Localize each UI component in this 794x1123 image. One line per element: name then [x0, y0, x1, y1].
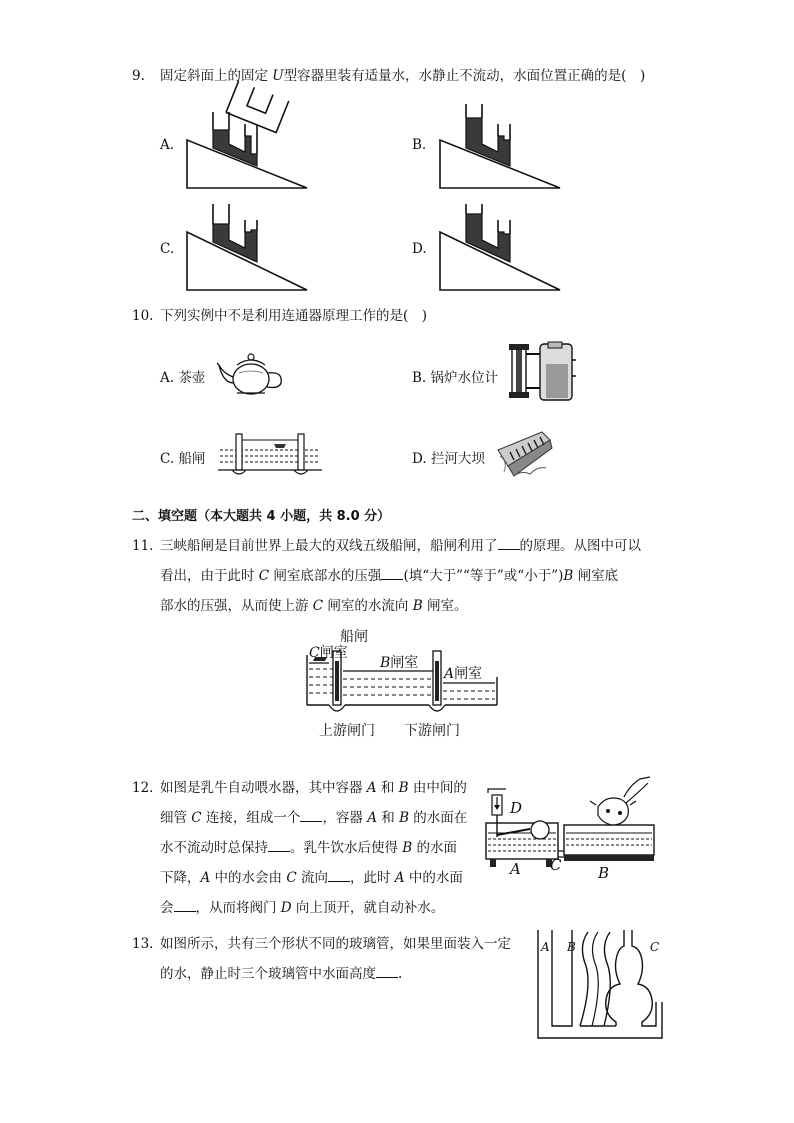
answer-blank[interactable]: [376, 965, 398, 978]
q9-figure-b[interactable]: [438, 100, 564, 192]
question-13-line2: 的水，静止时三个玻璃管中水面高度 .: [160, 966, 403, 982]
figure-label-c-room: C闸室: [309, 645, 348, 661]
figure-label-a-room: A闸室: [444, 666, 483, 682]
answer-blank[interactable]: [300, 809, 322, 822]
figure-label-c: C: [550, 856, 562, 874]
question-number: 11.: [132, 538, 154, 554]
question-12-line1: 12. 如图是乳牛自动喂水器，其中容器 A 和 B 由中间的: [132, 780, 467, 796]
question-10-stem: 10. 下列实例中不是利用连通器原理工作的是( ): [132, 308, 428, 324]
dam-icon: [494, 426, 554, 482]
answer-blank[interactable]: [498, 537, 520, 550]
figure-label-tube-c: C: [650, 940, 660, 954]
figure-label-tube-a: A: [541, 940, 550, 954]
answer-blank[interactable]: [268, 839, 290, 852]
question-number: 12.: [132, 780, 154, 796]
question-number: 10.: [132, 308, 154, 324]
question-13-line1: 13. 如图所示，共有三个形状不同的玻璃管，如果里面装入一定: [132, 936, 511, 952]
figure-label-tube-b: B: [567, 940, 576, 954]
q9-option-a-label[interactable]: A.: [160, 137, 175, 153]
answer-blank[interactable]: [381, 567, 403, 580]
answer-blank[interactable]: [174, 899, 196, 912]
figure-label-d: D: [510, 799, 523, 817]
cow-water-feeder-figure: [480, 775, 660, 885]
q9-figure-a[interactable]: [185, 100, 311, 192]
question-12-line2: 细管 C 连接，组成一个 ，容器 A 和 B 的水面在: [160, 810, 468, 826]
question-11-line1: 11. 三峡船闸是目前世界上最大的双线五级船闸，船闸利用了 的原理。从图中可以: [132, 538, 641, 554]
q9-figure-c[interactable]: [185, 202, 311, 294]
q10-option-b[interactable]: B. 锅炉水位计: [412, 370, 499, 386]
question-9-stem: 9. 固定斜面上的固定 U型容器里装有适量水，水静止不流动，水面位置正确的是( ): [132, 68, 646, 84]
figure-label-ship-lock: 船闸: [340, 629, 368, 645]
answer-blank[interactable]: [328, 869, 350, 882]
ship-lock-icon: [218, 430, 322, 478]
q9-option-b-label[interactable]: B.: [412, 137, 427, 153]
q9-figure-d[interactable]: [438, 202, 568, 294]
q10-option-d[interactable]: D. 拦河大坝: [412, 451, 485, 467]
section-title: 二、填空题（本大题共 4 小题，共 8.0 分）: [132, 509, 391, 524]
question-11-line2: 看出，由于此时 C 闸室底部水的压强 (填“大于”“等于”或“小于”)B 闸室底: [160, 568, 619, 584]
figure-label-b: B: [598, 864, 610, 882]
q10-option-a[interactable]: A. 茶壶: [160, 370, 206, 386]
question-number: 9.: [132, 68, 145, 84]
glass-tubes-figure: [532, 926, 668, 1042]
question-11-line3: 部水的压强，从而使上游 C 闸室的水流向 B 闸室。: [160, 598, 468, 614]
boiler-water-gauge-icon: [508, 340, 578, 404]
figure-label-downstream-gate: 下游闸门: [404, 723, 460, 739]
question-12-line5: 会 ，从而将阀门 D 向上顶开，就自动补水。: [160, 900, 445, 916]
figure-label-b-room: B闸室: [380, 655, 419, 671]
figure-label-upstream-gate: 上游闸门: [319, 723, 375, 739]
q10-option-c[interactable]: C. 船闸: [160, 451, 206, 467]
q9-option-c-label[interactable]: C.: [160, 241, 175, 257]
q9-option-d-label[interactable]: D.: [412, 241, 427, 257]
question-number: 13.: [132, 936, 154, 952]
question-12-line3: 水不流动时总保持 。乳牛饮水后使得 B 的水面: [160, 840, 458, 856]
figure-label-a: A: [510, 860, 521, 878]
teapot-icon: [215, 343, 290, 401]
question-12-line4: 下降，A 中的水会由 C 流向 ，此时 A 中的水面: [160, 870, 463, 886]
